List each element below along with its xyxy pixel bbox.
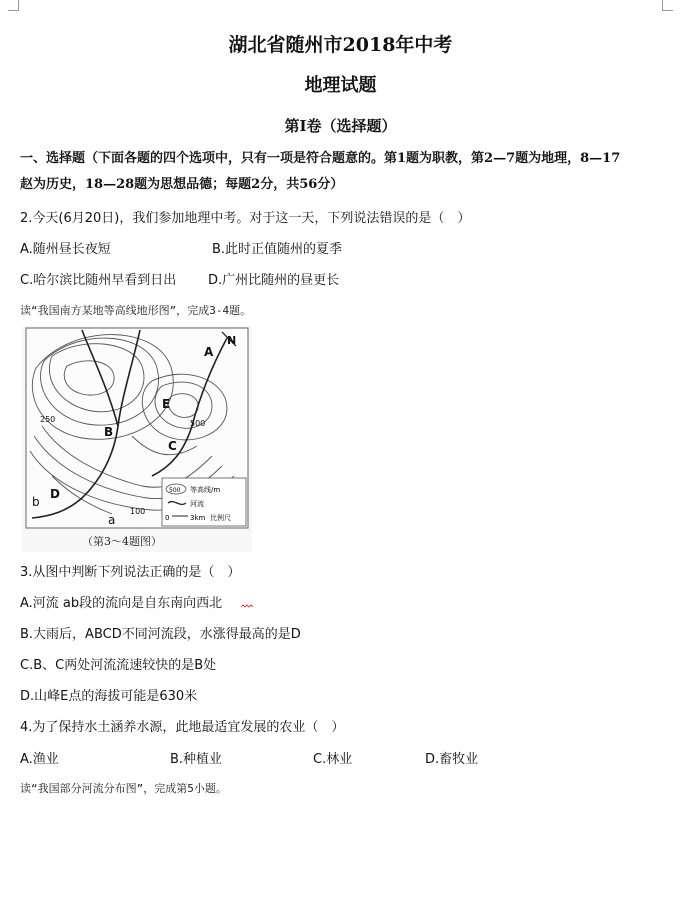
- question-3-option-b: B.大雨后，ABCD不同河流段，水涨得最高的是D: [20, 627, 301, 642]
- question-3-option-a: A.河流 ab段的流向是自东南向西北: [20, 596, 223, 611]
- contour-label-100: 100: [130, 507, 146, 516]
- map-caption: （第3～4题图）: [82, 535, 162, 548]
- spellcheck-squiggle: [241, 604, 253, 608]
- question-4-option-a: A.渔业: [20, 752, 59, 767]
- river-label-a: a: [108, 513, 116, 527]
- map-legend: [162, 478, 246, 526]
- legend-contour-label: 等高线/m: [190, 486, 221, 494]
- exam-subtitle: 地理试题: [304, 75, 377, 96]
- instructions-line-2: 赵为历史，18—28题为思想品德；每题2分，共56分）: [20, 177, 344, 192]
- page-corner-mark-left: [8, 0, 19, 11]
- question-3-stem: 3.从图中判断下列说法正确的是（ ）: [20, 565, 241, 580]
- map-point-d: D: [50, 487, 60, 501]
- legend-contour-value: 500: [169, 487, 181, 494]
- map-point-b: B: [104, 425, 114, 439]
- question-2-option-d: D.广州比随州的昼更长: [208, 273, 340, 288]
- question-3-option-d: D.山峰E点的海拔可能是630米: [20, 689, 198, 704]
- legend-scale-start: 0: [165, 514, 170, 522]
- map-point-c: C: [168, 439, 177, 453]
- reading-instruction-1: 读“我国南方某地等高线地形图”，完成3-4题。: [20, 304, 252, 317]
- map-point-e: E: [162, 397, 171, 411]
- question-2-option-c: C.哈尔滨比随州早看到日出: [20, 273, 177, 288]
- question-3-option-c: C.B、C两处河流流速较快的是B处: [20, 658, 217, 673]
- question-2-option-a: A.随州昼长夜短: [20, 242, 111, 257]
- question-4-option-d: D.畜牧业: [425, 752, 479, 767]
- map-point-a: A: [204, 345, 214, 359]
- section-heading: 第Ⅰ卷（选择题）: [284, 117, 397, 135]
- legend-scale-label: 比例尺: [210, 514, 231, 522]
- north-arrow-label: N: [227, 334, 237, 347]
- page-corner-mark-right: [662, 0, 673, 11]
- question-4-option-b: B.种植业: [170, 752, 223, 767]
- river-label-b: b: [32, 495, 40, 509]
- contour-label-500: 500: [190, 419, 206, 428]
- legend-river-label: 河流: [190, 500, 204, 508]
- instructions-line-1: 一、选择题（下面各题的四个选项中，只有一项是符合题意的。第1题为职教，第2—7题为地理，8—17: [20, 151, 621, 166]
- question-2-option-b: B.此时正值随州的夏季: [212, 242, 343, 257]
- contour-map-figure: [22, 326, 252, 552]
- reading-instruction-2: 读“我国部分河流分布图”，完成第5小题。: [20, 782, 227, 795]
- contour-label-250: 250: [40, 415, 56, 424]
- question-4-option-c: C.林业: [313, 752, 353, 767]
- legend-scale-end: 3km: [190, 514, 206, 522]
- question-4-stem: 4.为了保持水土涵养水源，此地最适宜发展的农业（ ）: [20, 720, 345, 735]
- question-2-stem: 2.今天(6月20日)，我们参加地理中考。对于这一天，下列说法错误的是（ ）: [20, 211, 471, 226]
- exam-title: 湖北省随州市2018年中考: [228, 34, 453, 56]
